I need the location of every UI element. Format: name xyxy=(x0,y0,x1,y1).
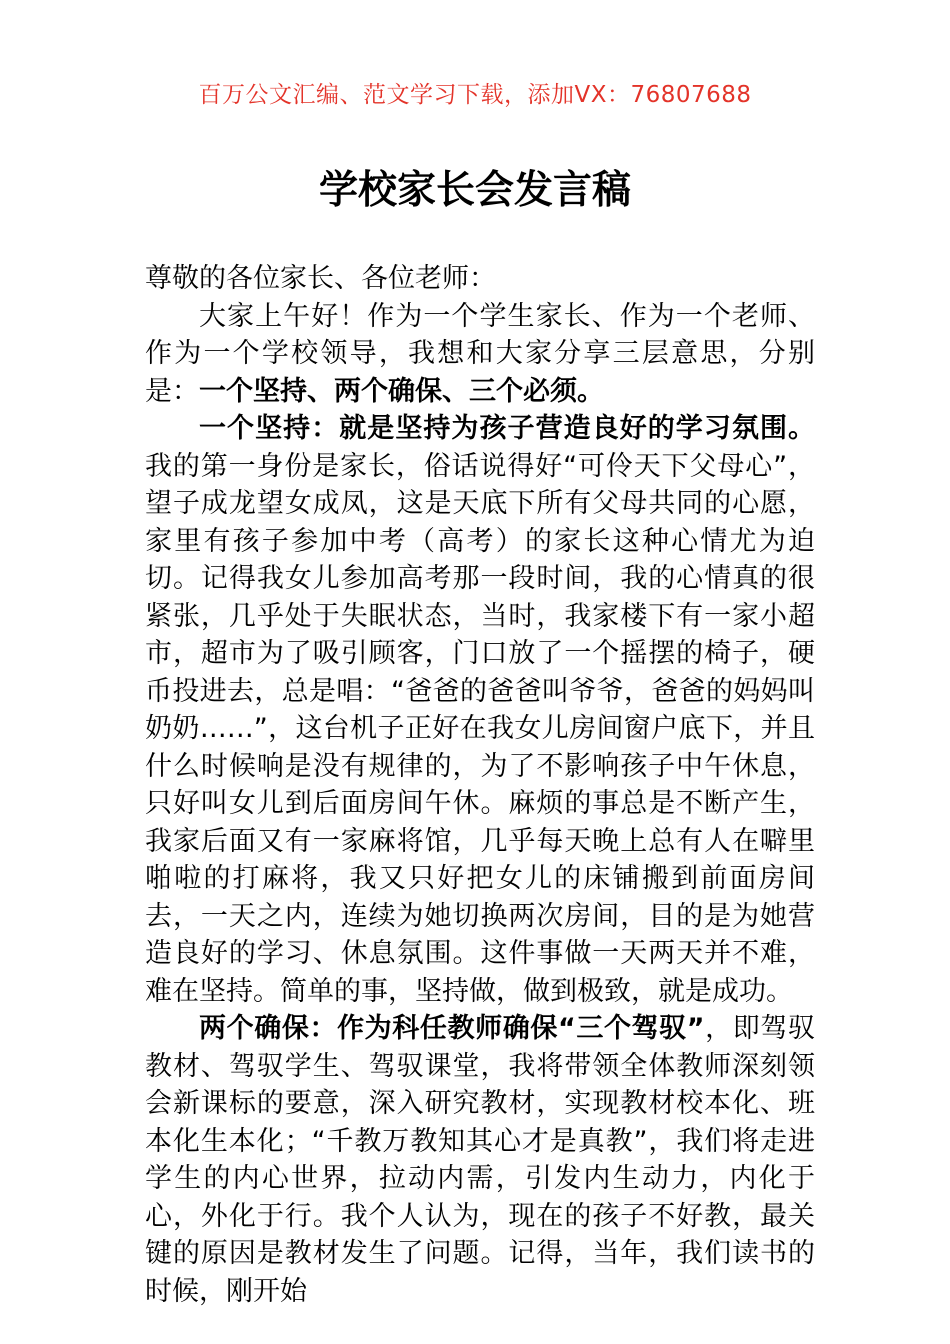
paragraph xyxy=(145,1010,815,1310)
bold-text-run: 两个确保：作为科任教师确保“三个驾驭” xyxy=(199,1013,705,1044)
header-notice: 百万公文汇编、范文学习下载，添加VX：76807688 xyxy=(198,82,752,108)
paragraph xyxy=(145,410,815,1010)
paragraph xyxy=(145,298,815,411)
bold-text-run: 一个坚持、两个确保、三个必须。 xyxy=(199,375,604,407)
paragraph xyxy=(145,260,815,298)
text-run: ，即驾驭教材、驾驭学生、驾驭课堂，我将带领全体教师深刻领会新课标的要意，深入研究教材，实现教材校本化、班本化生本化；“千教万教知其心才是真教”，我们将走进学生的内心世界，拉动内需，引发内生动力，内化于心，外化于行。我个人认为，现在的孩子不好教，最关键的原因是教材发生了问题。记得，当年，我们读书的时候，刚开始 xyxy=(145,1013,816,1307)
bold-text-run: 一个坚持：就是坚持为孩子营造良好的学习氛围。 xyxy=(199,413,815,444)
page-title: 学校家长会发言稿 xyxy=(318,168,631,213)
text-run: 大家上午好！作为一个学生家长、作为一个老师、作为一个学校领导，我想和大家分享三层意思，分别是： xyxy=(145,300,815,407)
document-body xyxy=(145,260,815,1310)
text-run: 尊敬的各位家长、各位老师： xyxy=(145,263,496,294)
text-run: 我的第一身份是家长，俗话说得好“可伶天下父母心”，望子成龙望女成凤，这是天底下所有父母共同的心愿，家里有孩子参加中考（高考）的家长这种心情尤为迫切。记得我女儿参加高考那一段时间，我的心情真的很紧张，几乎处于失眠状态，当时，我家楼下有一家小超市，超市为了吸引顾客，门口放了一个摇摆的椅子，硬币投进去，总是唱：“爸爸的爸爸叫爷爷，爸爸的妈妈叫奶奶……”，这台机子正好在我女儿房间窗户底下，并且什么时候响是没有规律的，为了不影响孩子中午休息，只好叫女儿到后面房间午休。麻烦的事总是不断产生，我家后面又有一家麻将馆，几乎每天晚上总有人在噼里啪啦的打麻将，我又只好把女儿的床铺搬到前面房间去，一天之内，连续为她切换两次房间，目的是为她营造良好的学习、休息氛围。这件事做一天两天并不难，难在坚持。简单的事，坚持做，做到极致，就是成功。 xyxy=(145,450,815,1007)
